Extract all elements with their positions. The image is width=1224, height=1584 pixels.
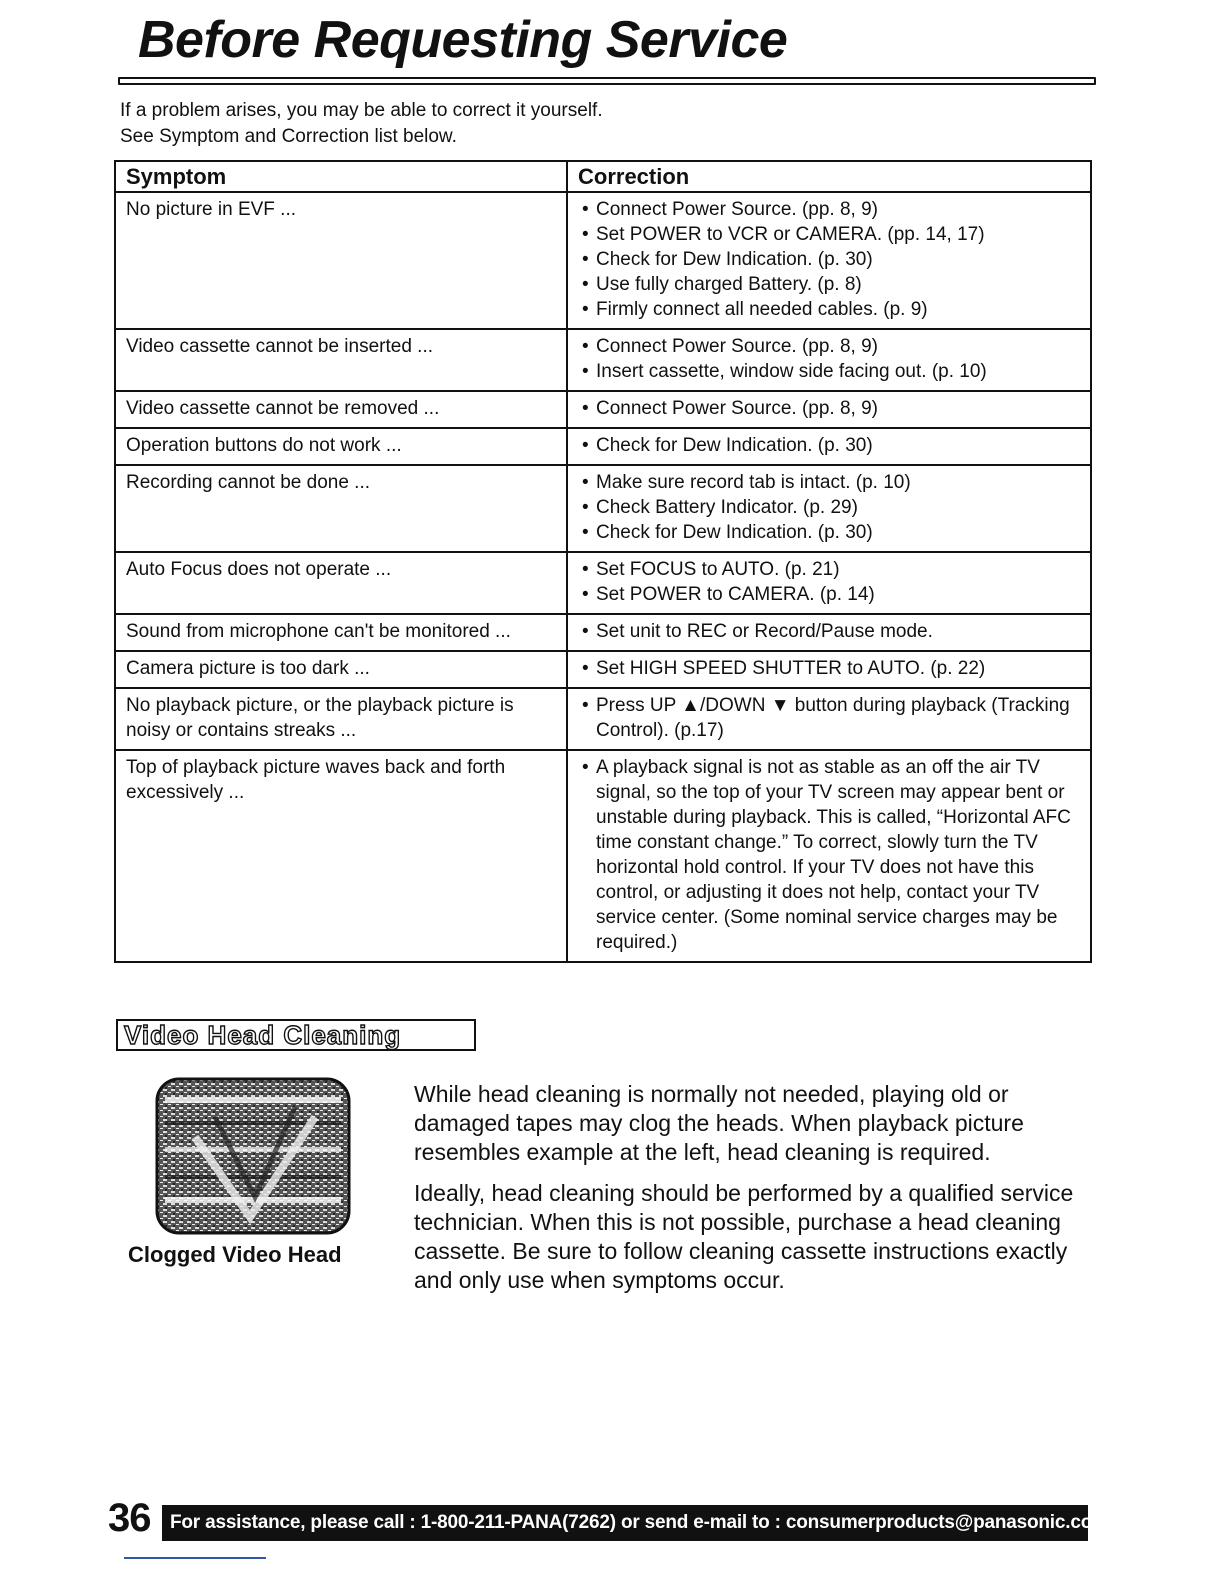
correction-text: Check for Dew Indication. (p. 30): [596, 522, 873, 543]
bullet-icon: •: [582, 584, 589, 605]
correction-text: Press UP ▲/DOWN ▼ button during playback (Tracking Control). (p.17): [596, 695, 1070, 741]
bullet-icon: •: [582, 199, 589, 220]
symptom-header: Symptom: [115, 161, 567, 192]
symptom-cell: Recording cannot be done ...: [115, 465, 567, 552]
correction-cell: [567, 192, 1091, 329]
bullet-icon: •: [582, 522, 589, 543]
assistance-text: For assistance, please call : 1-800-211-PANA(7262) or send e-mail to : consumerproducts@panasonic.com: [170, 1512, 1109, 1533]
table-row: [115, 750, 1091, 962]
correction-cell: [567, 651, 1091, 688]
bullet-icon: •: [582, 695, 589, 716]
correction-item: [578, 557, 1082, 582]
intro-text: [120, 98, 603, 150]
correction-cell: [567, 552, 1091, 614]
correction-cell: [567, 428, 1091, 465]
symptom-cell: Top of playback picture waves back and forth excessively ...: [115, 750, 567, 962]
bullet-icon: •: [582, 658, 589, 679]
section-heading-text: Video Head Cleaning: [124, 1019, 402, 1050]
footer-rule: [124, 1557, 266, 1559]
clogged-video-head-image: [155, 1077, 351, 1235]
symptom-cell: Camera picture is too dark ...: [115, 651, 567, 688]
correction-cell: [567, 465, 1091, 552]
correction-item: [578, 433, 1082, 458]
correction-text: Check for Dew Indication. (p. 30): [596, 435, 873, 456]
symptom-cell: Video cassette cannot be removed ...: [115, 391, 567, 428]
symptom-correction-table: [114, 160, 1092, 963]
bullet-icon: •: [582, 224, 589, 245]
bullet-icon: •: [582, 435, 589, 456]
bullet-icon: •: [582, 757, 589, 778]
correction-cell: [567, 329, 1091, 391]
correction-cell: [567, 688, 1091, 750]
correction-item: [578, 520, 1082, 545]
symptom-cell: Operation buttons do not work ...: [115, 428, 567, 465]
bullet-icon: •: [582, 398, 589, 419]
correction-text: Set FOCUS to AUTO. (p. 21): [596, 559, 840, 580]
bullet-icon: •: [582, 472, 589, 493]
correction-item: [578, 656, 1082, 681]
page-title: Before Requesting Service: [138, 11, 788, 69]
correction-text: Check Battery Indicator. (p. 29): [596, 497, 858, 518]
correction-text: Set POWER to VCR or CAMERA. (pp. 14, 17): [596, 224, 985, 245]
correction-item: [578, 334, 1082, 359]
correction-text: Firmly connect all needed cables. (p. 9): [596, 299, 928, 320]
correction-item: [578, 396, 1082, 421]
symptom-cell: Video cassette cannot be inserted ...: [115, 329, 567, 391]
table-row: [115, 688, 1091, 750]
correction-item: [578, 222, 1082, 247]
table-row: [115, 651, 1091, 688]
assistance-banner: [162, 1505, 1109, 1541]
correction-text: Set HIGH SPEED SHUTTER to AUTO. (p. 22): [596, 658, 986, 679]
intro-line-2: See Symptom and Correction list below.: [120, 126, 457, 147]
table-row: [115, 391, 1091, 428]
correction-text: Set POWER to CAMERA. (p. 14): [596, 584, 875, 605]
video-head-cleaning-heading: [116, 1019, 476, 1051]
cleaning-paragraph-1: While head cleaning is normally not needed, playing old or damaged tapes may clog the heads. When playback picture resembles example at the left, head cleaning is required.: [414, 1081, 1024, 1165]
correction-item: [578, 582, 1082, 607]
correction-item: [578, 359, 1082, 384]
correction-text: Connect Power Source. (pp. 8, 9): [596, 199, 878, 220]
correction-text: Make sure record tab is intact. (p. 10): [596, 472, 911, 493]
correction-item: [578, 247, 1082, 272]
correction-item: [578, 470, 1082, 495]
intro-line-1: If a problem arises, you may be able to correct it yourself.: [120, 100, 603, 121]
table-row: [115, 192, 1091, 329]
bullet-icon: •: [582, 559, 589, 580]
correction-item: [578, 197, 1082, 222]
page-number: 36: [108, 1496, 151, 1540]
bullet-icon: •: [582, 336, 589, 357]
table-header-row: [115, 161, 1091, 192]
correction-item: [578, 693, 1082, 743]
table-body: [115, 192, 1091, 962]
correction-item: [578, 297, 1082, 322]
table-row: [115, 329, 1091, 391]
correction-text: Connect Power Source. (pp. 8, 9): [596, 336, 878, 357]
bullet-icon: •: [582, 299, 589, 320]
bullet-icon: •: [582, 361, 589, 382]
correction-header: Correction: [567, 161, 1091, 192]
correction-text: Check for Dew Indication. (p. 30): [596, 249, 873, 270]
correction-text: Set unit to REC or Record/Pause mode.: [596, 621, 933, 642]
symptom-cell: No playback picture, or the playback picture is noisy or contains streaks ...: [115, 688, 567, 750]
title-underline: [118, 77, 1096, 85]
table-row: [115, 428, 1091, 465]
correction-text: Connect Power Source. (pp. 8, 9): [596, 398, 878, 419]
correction-item: [578, 755, 1082, 955]
symptom-cell: No picture in EVF ...: [115, 192, 567, 329]
table-row: [115, 552, 1091, 614]
correction-item: [578, 272, 1082, 297]
correction-cell: [567, 614, 1091, 651]
correction-text: Use fully charged Battery. (p. 8): [596, 274, 862, 295]
cleaning-text: [414, 1080, 1094, 1307]
bullet-icon: •: [582, 621, 589, 642]
correction-item: [578, 619, 1082, 644]
correction-cell: [567, 391, 1091, 428]
bullet-icon: •: [582, 274, 589, 295]
symptom-cell: Auto Focus does not operate ...: [115, 552, 567, 614]
symptom-cell: Sound from microphone can't be monitored ...: [115, 614, 567, 651]
table-row: [115, 465, 1091, 552]
cleaning-paragraph-2: Ideally, head cleaning should be performed by a qualified service technician. When this is not possible, purchase a head cleaning cassette. Be sure to follow cleaning cassette instructions exactly and only use when symptoms occur.: [414, 1180, 1074, 1293]
correction-text: Insert cassette, window side facing out. (p. 10): [596, 361, 987, 382]
bullet-icon: •: [582, 249, 589, 270]
bullet-icon: •: [582, 497, 589, 518]
figure-caption: Clogged Video Head: [128, 1242, 342, 1267]
correction-cell: [567, 750, 1091, 962]
correction-item: [578, 495, 1082, 520]
correction-text: A playback signal is not as stable as an off the air TV signal, so the top of your TV screen may appear bent or unstable during playback. This is called, “Horizontal AFC time constant change.” To correct, slowly turn the TV horizontal hold control. If your TV does not have this control, or adjusting it does not help, contact your TV service center. (Some nominal service charges may be required.): [596, 757, 1071, 953]
table-row: [115, 614, 1091, 651]
